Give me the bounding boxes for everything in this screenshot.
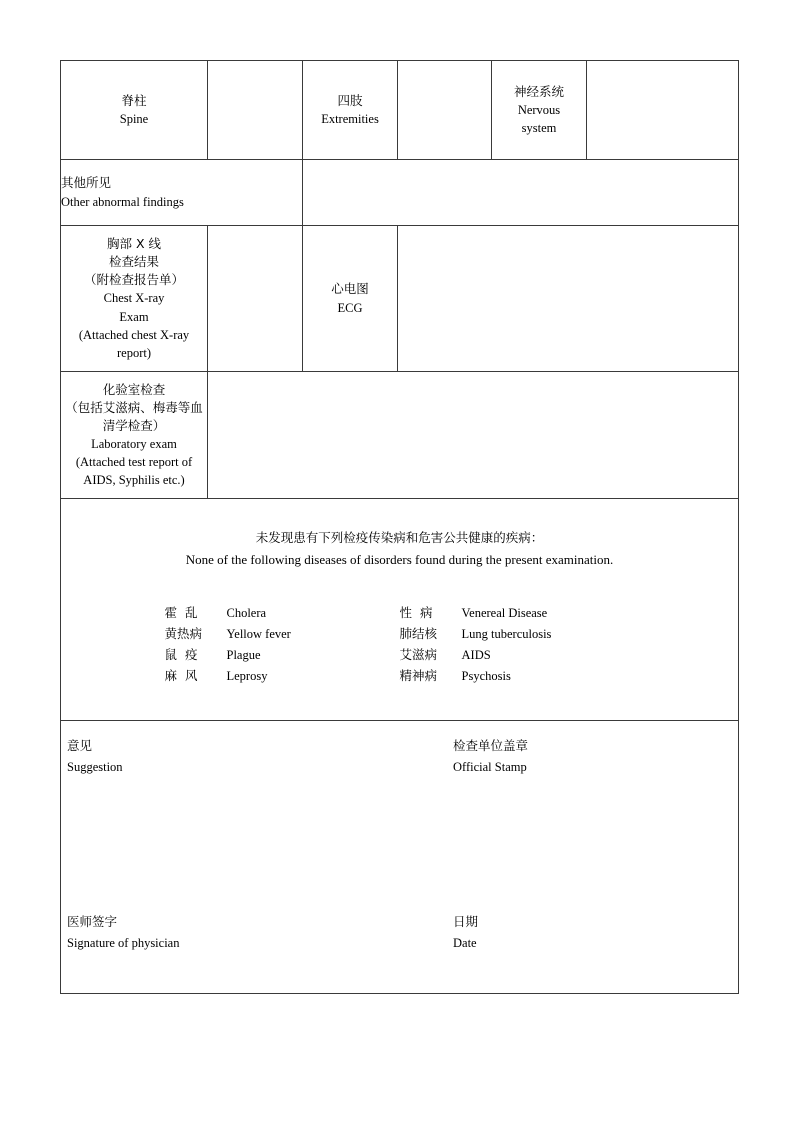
disease-aids-en: AIDS xyxy=(461,647,491,662)
declaration-text-en: None of the following diseases of disorders found during the present examination. xyxy=(185,552,614,568)
date-label-zh: 日期 xyxy=(453,914,479,929)
cell-other-findings-value[interactable] xyxy=(303,160,739,226)
cell-laboratory-label xyxy=(61,372,208,499)
list-item xyxy=(400,667,635,688)
disease-list xyxy=(165,604,635,688)
extremities-label-en: Extremities xyxy=(321,112,379,126)
physician-signature-field[interactable] xyxy=(67,913,179,952)
disease-venereal-en: Venereal Disease xyxy=(461,605,548,620)
official-stamp-label-zh: 检查单位盖章 xyxy=(453,738,529,753)
chest-xray-label-en-line4: report) xyxy=(116,345,151,360)
signature-block xyxy=(61,721,738,993)
physician-signature-label-en: Signature of physician xyxy=(67,936,180,951)
physician-signature-label-zh: 医师签字 xyxy=(67,914,118,929)
chest-xray-label-en-line1: Chest X-ray xyxy=(103,291,165,306)
table-row-declaration xyxy=(61,499,739,721)
medical-exam-form-table xyxy=(60,60,739,994)
disease-leprosy-zh: 麻 风 xyxy=(164,667,198,683)
disease-column-right xyxy=(400,604,635,688)
chest-xray-label-en-line3: (Attached chest X-ray xyxy=(78,327,190,342)
list-item xyxy=(400,646,635,667)
cell-nervous-system-value[interactable] xyxy=(587,61,739,160)
list-item xyxy=(165,625,400,646)
list-item xyxy=(165,604,400,625)
cell-ecg-label xyxy=(303,226,398,372)
disease-yellow-fever-zh: 黄热病 xyxy=(164,625,203,641)
cell-nervous-system-label xyxy=(492,61,587,160)
cell-ecg-value[interactable] xyxy=(398,226,739,372)
laboratory-label-en-line1: Laboratory exam xyxy=(91,437,177,451)
disease-venereal-zh: 性 病 xyxy=(399,604,433,620)
nervous-system-label-en-line1: Nervous xyxy=(517,102,561,117)
table-row-footer xyxy=(61,721,739,994)
chest-xray-label-zh-line1: 胸部 X 线 xyxy=(106,236,161,252)
laboratory-label-zh-line2: （包括艾滋病、梅毒等血 xyxy=(65,399,203,415)
laboratory-label-zh-line1: 化验室检查 xyxy=(102,381,166,397)
disease-leprosy-en: Leprosy xyxy=(226,668,268,683)
spine-label-en: Spine xyxy=(119,112,149,126)
laboratory-label-zh-line3: 清学检查） xyxy=(102,417,166,433)
cell-chest-xray-label xyxy=(61,226,208,372)
official-stamp-label-en: Official Stamp xyxy=(453,760,527,775)
ecg-label-zh: 心电图 xyxy=(331,281,369,297)
list-item xyxy=(400,604,635,625)
disease-plague-zh: 鼠 疫 xyxy=(164,646,198,662)
declaration-text-zh: 未发现患有下列检疫传染病和危害公共健康的疾病： xyxy=(255,530,544,546)
list-item xyxy=(165,646,400,667)
suggestion-field[interactable] xyxy=(67,737,123,776)
laboratory-label-en-line2: (Attached test report of xyxy=(75,455,193,470)
disease-yellow-fever-en: Yellow fever xyxy=(226,626,291,641)
disease-column-left xyxy=(165,604,400,688)
date-label-en: Date xyxy=(453,936,477,951)
table-row-chest-xray-ecg xyxy=(61,226,739,372)
disease-tuberculosis-en: Lung tuberculosis xyxy=(461,626,552,641)
nervous-system-label-en-line2: system xyxy=(521,121,557,136)
declaration-block xyxy=(61,507,738,712)
disease-psychosis-zh: 精神病 xyxy=(399,667,438,683)
disease-psychosis-en: Psychosis xyxy=(461,668,511,683)
list-item xyxy=(165,667,400,688)
spine-label-zh: 脊柱 xyxy=(121,92,147,108)
suggestion-label-zh: 意见 xyxy=(67,738,93,753)
cell-declaration xyxy=(61,499,739,721)
other-findings-label-zh: 其他所见 xyxy=(61,175,112,191)
chest-xray-label-en-line2: Exam xyxy=(119,309,149,324)
nervous-system-label-zh: 神经系统 xyxy=(513,83,564,99)
extremities-label-zh: 四肢 xyxy=(337,92,363,108)
table-row-other-findings xyxy=(61,160,739,226)
laboratory-label-en-line3: AIDS, Syphilis etc.) xyxy=(83,473,185,488)
cell-spine-label xyxy=(61,61,208,160)
chest-xray-label-zh-line2: 检查结果 xyxy=(108,254,159,270)
official-stamp-field[interactable] xyxy=(453,737,528,776)
cell-spine-value[interactable] xyxy=(208,61,303,160)
cell-footer xyxy=(61,721,739,994)
table-row-laboratory xyxy=(61,372,739,499)
disease-cholera-en: Cholera xyxy=(226,605,267,620)
cell-extremities-label xyxy=(303,61,398,160)
disease-aids-zh: 艾滋病 xyxy=(399,646,438,662)
other-findings-label-en: Other abnormal findings xyxy=(61,194,184,209)
ecg-label-en: ECG xyxy=(337,300,363,315)
chest-xray-label-zh-line3: （附检查报告单） xyxy=(83,272,184,288)
cell-extremities-value[interactable] xyxy=(398,61,492,160)
table-row-exam-parts xyxy=(61,61,739,160)
disease-plague-en: Plague xyxy=(226,647,261,662)
date-field[interactable] xyxy=(453,913,478,952)
list-item xyxy=(400,625,635,646)
disease-tuberculosis-zh: 肺结核 xyxy=(399,625,438,641)
disease-cholera-zh: 霍 乱 xyxy=(164,604,198,620)
suggestion-label-en: Suggestion xyxy=(67,760,123,775)
cell-other-findings-label xyxy=(61,160,303,226)
cell-laboratory-value[interactable] xyxy=(208,372,739,499)
cell-chest-xray-value[interactable] xyxy=(208,226,303,372)
